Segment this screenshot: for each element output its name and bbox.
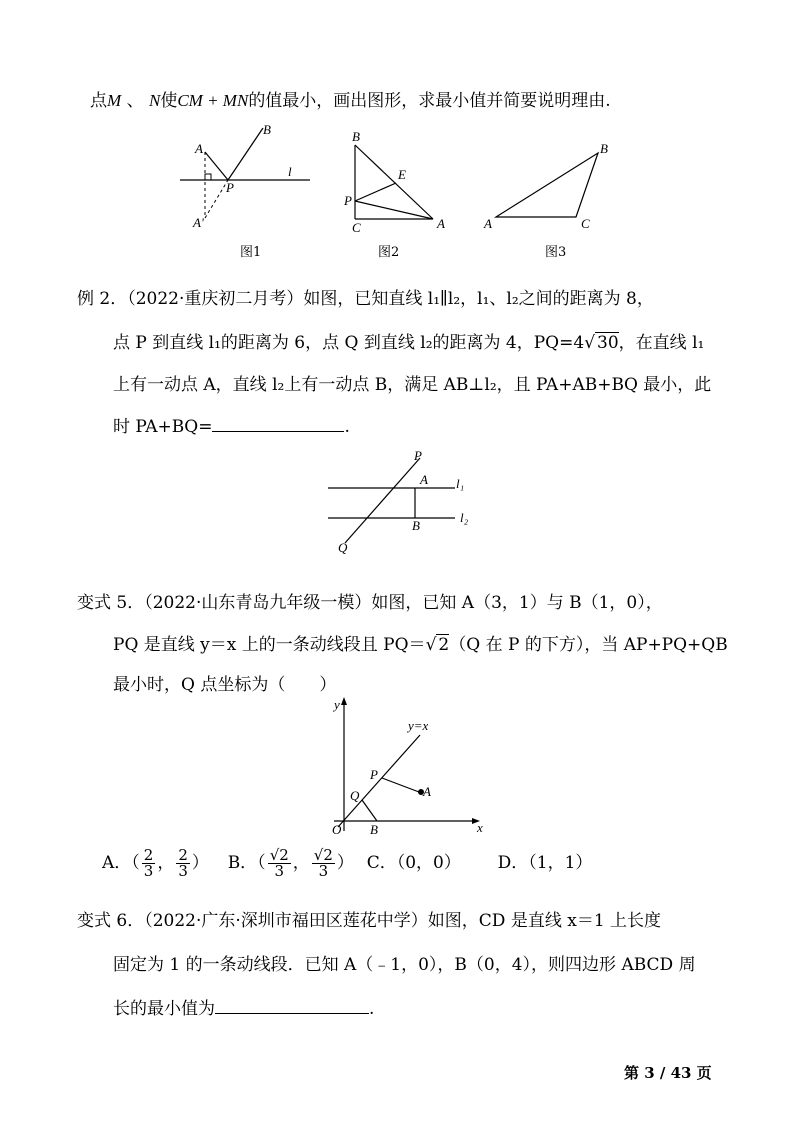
variant5-line3: 最小时，Q 点坐标为（ ） xyxy=(113,675,337,695)
variant5-options xyxy=(102,848,592,879)
fig2-label-e: E xyxy=(398,167,406,182)
answer-blank-v6[interactable] xyxy=(215,999,369,1014)
ex2-label-b: B xyxy=(412,518,420,533)
example2-line1: 例 2．（2022·重庆初二月考）如图，已知直线 l₁∥l₂，l₁、l₂之间的距离为 8， xyxy=(77,289,654,309)
fig1-label-p: P xyxy=(226,180,234,195)
v5-label-p: P xyxy=(370,767,378,782)
ex2-label-q: Q xyxy=(338,540,348,555)
variant6-line2: 固定为 1 的一条动线段．已知 A（﹣1，0），B（0，4），则四边形 ABCD 周 xyxy=(113,955,696,975)
v5-label-q: Q xyxy=(350,788,360,803)
ex2-label-l2: l₂ xyxy=(460,510,469,525)
v5-label-a: A xyxy=(423,784,431,799)
fig2-label-a: A xyxy=(437,216,445,231)
fig1-label-l: l xyxy=(288,164,292,179)
example2-figure xyxy=(320,448,480,558)
variant5-figure xyxy=(320,693,490,838)
v5-label-y: y xyxy=(334,697,340,712)
intro-line: 点M 、 N使CM + MN的值最小，画出图形，求最小值并简要说明理由. xyxy=(90,91,611,111)
v5-label-o: O xyxy=(332,822,342,837)
example2-line3: 上有一动点 A，直线 l₂上有一动点 B，满足 AB⊥l₂，且 PA+AB+BQ 最小，此 xyxy=(113,375,712,395)
fig1-label-a-prime: A' xyxy=(193,215,204,230)
option-d[interactable]: D．（1，1） xyxy=(497,853,593,873)
figure-1 xyxy=(175,120,320,235)
option-a[interactable]: A．（ $\frac{2}{3}$ ， $\frac{2}{3}$ ） xyxy=(102,846,209,880)
v5-label-yx: y=x xyxy=(408,718,429,733)
fig2-label-c: C xyxy=(352,220,361,235)
v5-label-b: B xyxy=(370,822,378,837)
fig1-label-b: B xyxy=(263,122,271,137)
fig1-segment-pb xyxy=(228,128,263,180)
fig3-label-b: B xyxy=(600,141,608,156)
ex2-label-l1: l₁ xyxy=(456,476,465,491)
fig1-caption: 图1 xyxy=(240,245,262,260)
figure-2 xyxy=(340,125,455,235)
ex2-label-a: A xyxy=(420,472,428,487)
fig1-segment-ap xyxy=(205,152,228,180)
fig1-dashed-ap xyxy=(205,180,228,218)
figure-3 xyxy=(480,135,620,235)
fig1-right-angle xyxy=(205,174,211,180)
v5-label-x: x xyxy=(477,820,483,835)
fig2-caption: 图2 xyxy=(378,245,400,260)
fig3-caption: 图3 xyxy=(545,245,567,260)
page-number: 第 3 / 43 页 xyxy=(624,1064,712,1082)
ex2-label-p: P xyxy=(414,448,422,463)
fig2-label-p: P xyxy=(344,193,352,208)
option-b[interactable]: B．（ $\frac{√2}{3}$ ， $\frac{√2}{3}$ ） xyxy=(227,846,354,880)
example2-line2: 点 P 到直线 l₁的距离为 6，点 Q 到直线 l₂的距离为 4，PQ=4√ 30，在直线 l₁ xyxy=(113,333,705,353)
fig3-label-a: A xyxy=(484,216,492,231)
option-c[interactable]: C．（0，0） xyxy=(366,853,461,873)
variant6-line3: 长的最小值为 . xyxy=(113,999,375,1019)
variant5-line2: PQ 是直线 y＝x 上的一条动线段且 PQ＝√ 2（Q 在 P 的下方），当 AP+PQ+QB xyxy=(113,635,728,655)
fig3-label-c: C xyxy=(581,216,590,231)
fig1-label-a: A xyxy=(195,141,203,156)
variant5-line1: 变式 5．（2022·山东青岛九年级一模）如图，已知 A（3，1）与 B（1，0）， xyxy=(77,593,663,613)
answer-blank-ex2[interactable] xyxy=(212,417,344,432)
variant6-line1: 变式 6．（2022·广东·深圳市福田区莲花中学）如图，CD 是直线 x＝1 上长度 xyxy=(77,911,662,931)
example2-line4: 时 PA+BQ= . xyxy=(113,417,350,437)
fig2-label-b: B xyxy=(352,129,360,144)
